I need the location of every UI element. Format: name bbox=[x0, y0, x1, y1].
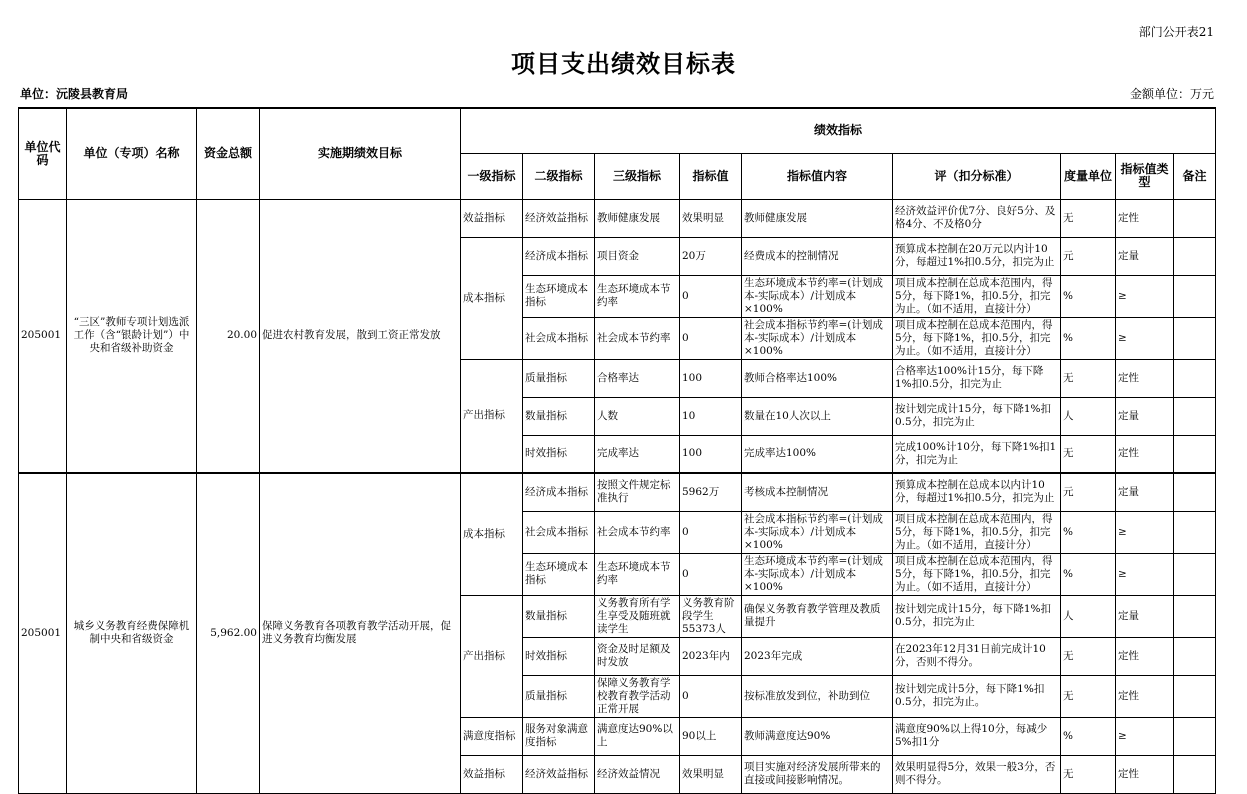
scoring-cell: 按计划完成计15分，每下降1%扣0.5分，扣完为止 bbox=[893, 397, 1061, 435]
level2-cell: 时效指标 bbox=[523, 435, 595, 473]
scoring-cell: 项目成本控制在总成本范围内，得5分，每下降1%，扣0.5分，扣完为止。（如不适用，直接计分） bbox=[893, 317, 1061, 359]
level2-cell: 服务对象满意度指标 bbox=[523, 717, 595, 755]
level1-cell: 产出指标 bbox=[461, 595, 523, 717]
scoring-cell: 在2023年12月31日前完成计10分，否则不得分。 bbox=[893, 637, 1061, 675]
value-cell: 0 bbox=[680, 553, 742, 595]
level2-cell: 数量指标 bbox=[523, 397, 595, 435]
level1-cell: 满意度指标 bbox=[461, 717, 523, 755]
content-cell: 数量在10人次以上 bbox=[742, 397, 893, 435]
unit-cell: 无 bbox=[1061, 755, 1116, 793]
remark-cell bbox=[1174, 511, 1216, 553]
content-cell: 确保义务教育教学管理及教质量提升 bbox=[742, 595, 893, 637]
remark-cell bbox=[1174, 275, 1216, 317]
unit-cell: % bbox=[1061, 275, 1116, 317]
scoring-cell: 合格率达100%计15分，每下降1%扣0.5分，扣完为止 bbox=[893, 359, 1061, 397]
type-cell: 定量 bbox=[1116, 237, 1174, 275]
level3-cell: 人数 bbox=[595, 397, 680, 435]
type-cell: 定性 bbox=[1116, 435, 1174, 473]
level3-cell: 义务教育所有学生享受及随班就读学生 bbox=[595, 595, 680, 637]
type-cell: ≥ bbox=[1116, 275, 1174, 317]
header-unit: 度量单位 bbox=[1061, 153, 1116, 199]
header-scoring: 评（扣分标准） bbox=[893, 153, 1061, 199]
content-cell: 教师满意度达90% bbox=[742, 717, 893, 755]
level3-cell: 经济效益情况 bbox=[595, 755, 680, 793]
goal-cell: 保障义务教育各项教育教学活动开展，促进义务教育均衡发展 bbox=[260, 473, 461, 793]
table-body bbox=[19, 199, 1216, 793]
content-cell: 社会成本指标节约率=(计划成本-实际成本）/计划成本×100% bbox=[742, 511, 893, 553]
unit-cell: 无 bbox=[1061, 199, 1116, 237]
unit-cell: % bbox=[1061, 717, 1116, 755]
table-row bbox=[19, 473, 1216, 511]
unit-cell: % bbox=[1061, 317, 1116, 359]
level2-cell: 生态环境成本指标 bbox=[523, 553, 595, 595]
type-cell: ≥ bbox=[1116, 553, 1174, 595]
performance-table bbox=[18, 107, 1216, 794]
type-cell: 定性 bbox=[1116, 199, 1174, 237]
content-cell: 教师合格率达100% bbox=[742, 359, 893, 397]
header-name: 单位（专项）名称 bbox=[67, 108, 197, 199]
goal-cell: 促进农村教育发展，散到工资正常发放 bbox=[260, 199, 461, 473]
level3-cell: 教师健康发展 bbox=[595, 199, 680, 237]
level3-cell: 社会成本节约率 bbox=[595, 317, 680, 359]
type-cell: ≥ bbox=[1116, 511, 1174, 553]
value-cell: 10 bbox=[680, 397, 742, 435]
value-cell: 5962万 bbox=[680, 473, 742, 511]
type-cell: 定性 bbox=[1116, 755, 1174, 793]
level3-cell: 满意度达90%以上 bbox=[595, 717, 680, 755]
unit-cell: % bbox=[1061, 511, 1116, 553]
level2-cell: 经济成本指标 bbox=[523, 237, 595, 275]
scoring-cell: 项目成本控制在总成本范围内，得5分，每下降1%，扣0.5分，扣完为止。（如不适用，直接计分） bbox=[893, 553, 1061, 595]
remark-cell bbox=[1174, 397, 1216, 435]
value-cell: 0 bbox=[680, 675, 742, 717]
value-cell: 效果明显 bbox=[680, 755, 742, 793]
remark-cell bbox=[1174, 237, 1216, 275]
value-cell: 100 bbox=[680, 435, 742, 473]
level2-cell: 质量指标 bbox=[523, 675, 595, 717]
unit-code-cell: 205001 bbox=[19, 199, 67, 473]
value-cell: 100 bbox=[680, 359, 742, 397]
unit-cell: 人 bbox=[1061, 397, 1116, 435]
unit-cell: % bbox=[1061, 553, 1116, 595]
unit-code-cell: 205001 bbox=[19, 473, 67, 793]
project-name-cell: “三区”教师专项计划选派工作（含“银龄计划”）中央和省级补助资金 bbox=[67, 199, 197, 473]
level2-cell: 生态环境成本指标 bbox=[523, 275, 595, 317]
level2-cell: 数量指标 bbox=[523, 595, 595, 637]
scoring-cell: 满意度90%以上得10分，每减少5%扣1分 bbox=[893, 717, 1061, 755]
unit-cell: 无 bbox=[1061, 359, 1116, 397]
content-cell: 教师健康发展 bbox=[742, 199, 893, 237]
amount-cell: 5,962.00 bbox=[197, 473, 260, 793]
content-cell: 考核成本控制情况 bbox=[742, 473, 893, 511]
value-cell: 2023年内 bbox=[680, 637, 742, 675]
header-level1: 一级指标 bbox=[461, 153, 523, 199]
type-cell: 定量 bbox=[1116, 473, 1174, 511]
content-cell: 生态环境成本节约率=(计划成本-实际成本）/计划成本×100% bbox=[742, 275, 893, 317]
value-cell: 0 bbox=[680, 275, 742, 317]
scoring-cell: 按计划完成计15分，每下降1%扣0.5分，扣完为止 bbox=[893, 595, 1061, 637]
type-cell: 定量 bbox=[1116, 397, 1174, 435]
level3-cell: 按照文件规定标准执行 bbox=[595, 473, 680, 511]
scoring-cell: 效果明显得5分，效果一般3分，否则不得分。 bbox=[893, 755, 1061, 793]
header-code: 单位代码 bbox=[19, 108, 67, 199]
level2-cell: 经济效益指标 bbox=[523, 199, 595, 237]
level1-cell: 效益指标 bbox=[461, 755, 523, 793]
unit-cell: 无 bbox=[1061, 637, 1116, 675]
level1-cell: 效益指标 bbox=[461, 199, 523, 237]
level3-cell: 完成率达 bbox=[595, 435, 680, 473]
value-cell: 效果明显 bbox=[680, 199, 742, 237]
header-type: 指标值类型 bbox=[1116, 153, 1174, 199]
type-cell: 定性 bbox=[1116, 359, 1174, 397]
remark-cell bbox=[1174, 317, 1216, 359]
value-cell: 0 bbox=[680, 511, 742, 553]
content-cell: 项目实施对经济发展所带来的直接或间接影响情况。 bbox=[742, 755, 893, 793]
remark-cell bbox=[1174, 199, 1216, 237]
value-cell: 90以上 bbox=[680, 717, 742, 755]
header-level3: 三级指标 bbox=[595, 153, 680, 199]
page-title: 项目支出绩效目标表 bbox=[511, 49, 736, 78]
remark-cell bbox=[1174, 637, 1216, 675]
content-cell: 生态环境成本节约率=(计划成本-实际成本）/计划成本×100% bbox=[742, 553, 893, 595]
remark-cell bbox=[1174, 435, 1216, 473]
content-cell: 按标准放发到位，补助到位 bbox=[742, 675, 893, 717]
content-cell: 完成率达100% bbox=[742, 435, 893, 473]
unit-cell: 无 bbox=[1061, 675, 1116, 717]
unit-cell: 人 bbox=[1061, 595, 1116, 637]
department-label: 单位：沅陵县教育局 bbox=[20, 87, 129, 101]
type-cell: ≥ bbox=[1116, 317, 1174, 359]
scoring-cell: 项目成本控制在总成本范围内，得5分，每下降1%，扣0.5分，扣完为止。（如不适用，直接计分） bbox=[893, 275, 1061, 317]
scoring-cell: 预算成本控制在20万元以内计10分，每超过1%扣0.5分，扣完为止 bbox=[893, 237, 1061, 275]
header-amount: 资金总额 bbox=[197, 108, 260, 199]
unit-cell: 元 bbox=[1061, 473, 1116, 511]
level3-cell: 合格率达 bbox=[595, 359, 680, 397]
level1-cell: 产出指标 bbox=[461, 359, 523, 473]
remark-cell bbox=[1174, 675, 1216, 717]
level3-cell: 社会成本节约率 bbox=[595, 511, 680, 553]
scoring-cell: 按计划完成计5分，每下降1%扣0.5分，扣完为止。 bbox=[893, 675, 1061, 717]
header-value: 指标值 bbox=[680, 153, 742, 199]
level2-cell: 经济效益指标 bbox=[523, 755, 595, 793]
content-cell: 经费成本的控制情况 bbox=[742, 237, 893, 275]
content-cell: 社会成本指标节约率=(计划成本-实际成本）/计划成本×100% bbox=[742, 317, 893, 359]
header-indicators: 绩效指标 bbox=[461, 108, 1216, 153]
scoring-cell: 项目成本控制在总成本范围内，得5分，每下降1%，扣0.5分，扣完为止。（如不适用，直接计分） bbox=[893, 511, 1061, 553]
level2-cell: 经济成本指标 bbox=[523, 473, 595, 511]
type-cell: ≥ bbox=[1116, 717, 1174, 755]
type-cell: 定性 bbox=[1116, 675, 1174, 717]
scoring-cell: 预算成本控制在总成本以内计10分，每超过1%扣0.5分，扣完为止 bbox=[893, 473, 1061, 511]
level3-cell: 保障义务教育学校教育教学活动正常开展 bbox=[595, 675, 680, 717]
value-cell: 20万 bbox=[680, 237, 742, 275]
level2-cell: 社会成本指标 bbox=[523, 511, 595, 553]
remark-cell bbox=[1174, 359, 1216, 397]
remark-cell bbox=[1174, 755, 1216, 793]
header-content: 指标值内容 bbox=[742, 153, 893, 199]
unit-cell: 无 bbox=[1061, 435, 1116, 473]
type-cell: 定性 bbox=[1116, 637, 1174, 675]
form-number-label: 部门公开表21 bbox=[1138, 25, 1214, 39]
table-row bbox=[19, 199, 1216, 237]
level2-cell: 时效指标 bbox=[523, 637, 595, 675]
scoring-cell: 完成100%计10分，每下降1%扣1分，扣完为止 bbox=[893, 435, 1061, 473]
project-name-cell: 城乡义务教育经费保障机制中央和省级资金 bbox=[67, 473, 197, 793]
value-cell: 义务教育阶段学生55373人 bbox=[680, 595, 742, 637]
level1-cell: 成本指标 bbox=[461, 237, 523, 359]
content-cell: 2023年完成 bbox=[742, 637, 893, 675]
remark-cell bbox=[1174, 717, 1216, 755]
currency-unit-label: 金额单位：万元 bbox=[1129, 87, 1214, 101]
value-cell: 0 bbox=[680, 317, 742, 359]
header-goal: 实施期绩效目标 bbox=[260, 108, 461, 199]
level3-cell: 资金及时足额及时发放 bbox=[595, 637, 680, 675]
remark-cell bbox=[1174, 473, 1216, 511]
scoring-cell: 经济效益评价优7分、良好5分、及格4分、不及格0分 bbox=[893, 199, 1061, 237]
amount-cell: 20.00 bbox=[197, 199, 260, 473]
remark-cell bbox=[1174, 553, 1216, 595]
remark-cell bbox=[1174, 595, 1216, 637]
header-remark: 备注 bbox=[1174, 153, 1216, 199]
level3-cell: 项目资金 bbox=[595, 237, 680, 275]
level1-cell: 成本指标 bbox=[461, 473, 523, 595]
level3-cell: 生态环境成本节约率 bbox=[595, 275, 680, 317]
header-level2: 二级指标 bbox=[523, 153, 595, 199]
type-cell: 定量 bbox=[1116, 595, 1174, 637]
level3-cell: 生态环境成本节约率 bbox=[595, 553, 680, 595]
level2-cell: 社会成本指标 bbox=[523, 317, 595, 359]
unit-cell: 元 bbox=[1061, 237, 1116, 275]
level2-cell: 质量指标 bbox=[523, 359, 595, 397]
